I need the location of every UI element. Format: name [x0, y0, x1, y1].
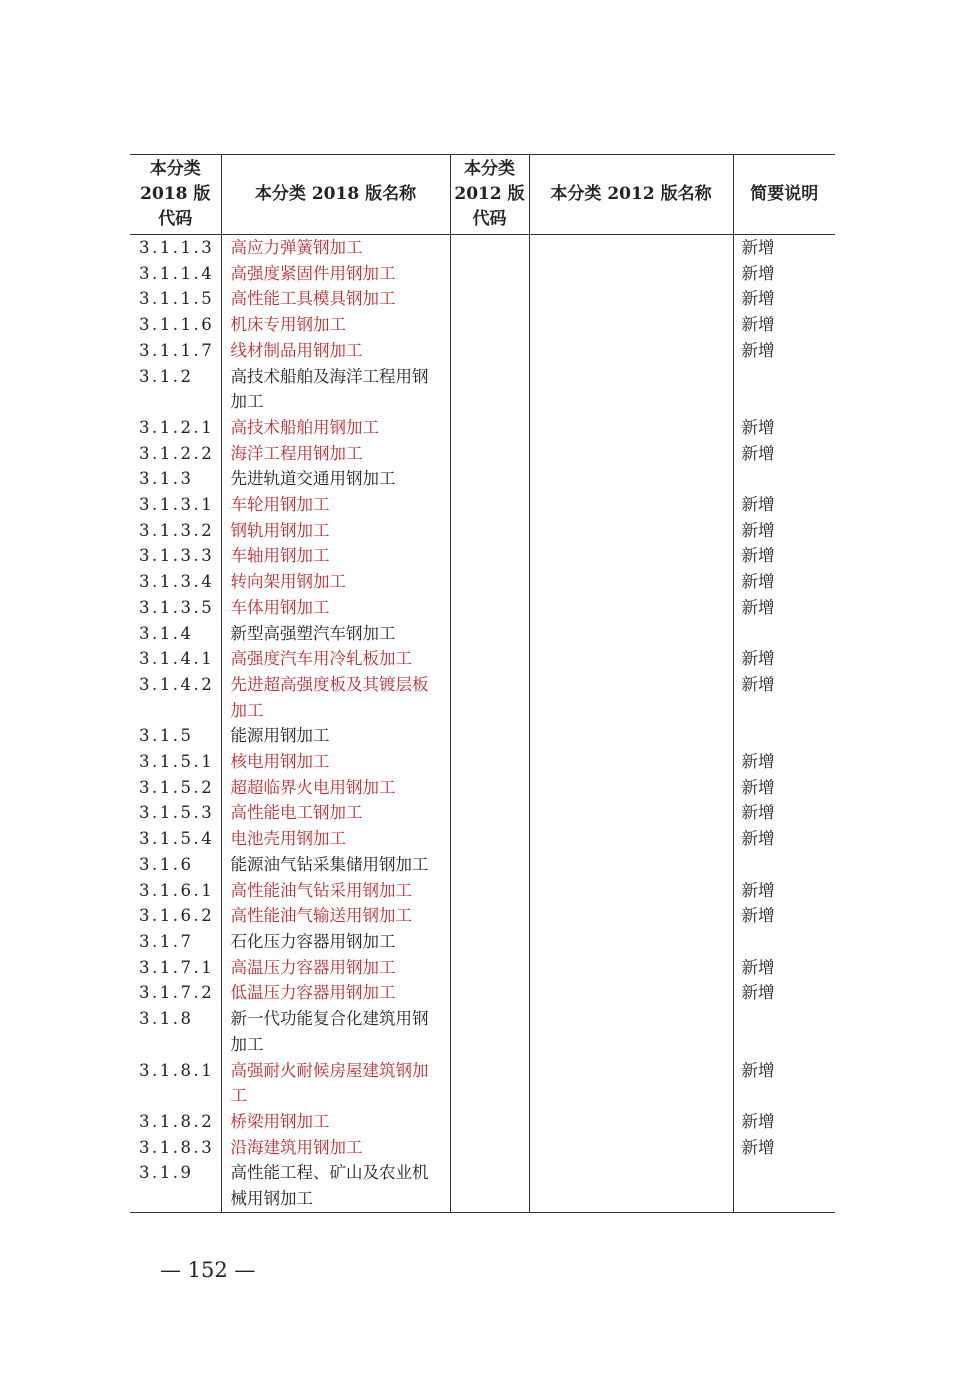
cell-note: 新增 [733, 312, 835, 338]
cell-name-2012 [529, 1058, 733, 1109]
cell-code-2018: 3.1.2 [139, 366, 194, 386]
cell-code-2018: 3.1.5.2 [139, 777, 215, 797]
cell-code-2012 [450, 312, 529, 338]
table-row [130, 415, 835, 441]
table-row [130, 595, 835, 621]
cell-note: 新增 [733, 518, 835, 544]
cell-name-2012 [529, 595, 733, 621]
cell-code-2012 [450, 543, 529, 569]
cell-note: 新增 [733, 235, 835, 261]
table-row [130, 723, 835, 749]
table-row [130, 826, 835, 852]
table-row [130, 441, 835, 467]
cell-code-2012 [450, 955, 529, 981]
cell-code-2012 [450, 595, 529, 621]
cell-code-2012 [450, 441, 529, 467]
header-name-2018: 本分类 2018 版名称 [221, 155, 450, 235]
cell-note: 新增 [733, 826, 835, 852]
cell-name-2018: 高强度汽车用冷轧板加工 [221, 646, 450, 672]
header-code-2018 [130, 155, 221, 235]
cell-name-2018: 车轮用钢加工 [221, 492, 450, 518]
cell-code-2018: 3.1.2.2 [139, 443, 215, 463]
cell-code-2018: 3.1.6 [139, 854, 194, 874]
cell-code-2012 [450, 338, 529, 364]
cell-name-2018: 高应力弹簧钢加工 [221, 235, 450, 261]
table-row [130, 672, 835, 723]
cell-code-2018: 3.1.3.5 [139, 597, 215, 617]
cell-note: 新增 [733, 672, 835, 723]
cell-code-2018: 3.1.7 [139, 931, 194, 951]
cell-note: 新增 [733, 441, 835, 467]
cell-name-2012 [529, 749, 733, 775]
cell-code-2012 [450, 980, 529, 1006]
table-row [130, 466, 835, 492]
table-row [130, 518, 835, 544]
cell-code-2012 [450, 852, 529, 878]
table-row [130, 338, 835, 364]
table-row [130, 1058, 835, 1109]
classification-table [130, 154, 835, 1213]
cell-name-2012 [529, 826, 733, 852]
table-row [130, 1135, 835, 1161]
cell-name-2012 [529, 955, 733, 981]
cell-name-2012 [529, 261, 733, 287]
table-row [130, 569, 835, 595]
cell-name-2012 [529, 852, 733, 878]
cell-code-2018: 3.1.1.5 [139, 289, 215, 309]
cell-name-2018: 低温压力容器用钢加工 [221, 980, 450, 1006]
cell-note: 新增 [733, 1135, 835, 1161]
cell-note: 新增 [733, 1058, 835, 1109]
cell-name-2012 [529, 723, 733, 749]
cell-code-2012 [450, 878, 529, 904]
cell-note: 新增 [733, 261, 835, 287]
cell-note: 新增 [733, 775, 835, 801]
cell-code-2012 [450, 826, 529, 852]
cell-code-2018: 3.1.7.2 [139, 983, 215, 1003]
table-row [130, 1006, 835, 1057]
cell-name-2012 [529, 466, 733, 492]
table-row [130, 646, 835, 672]
cell-note: 新增 [733, 800, 835, 826]
cell-code-2018: 3.1.1.7 [139, 340, 215, 360]
cell-name-2012 [529, 235, 733, 261]
cell-name-2012 [529, 441, 733, 467]
cell-name-2018: 转向架用钢加工 [221, 569, 450, 595]
cell-code-2012 [450, 1058, 529, 1109]
cell-note: 新增 [733, 955, 835, 981]
cell-name-2012 [529, 929, 733, 955]
cell-code-2012 [450, 621, 529, 647]
cell-code-2012 [450, 903, 529, 929]
cell-note [733, 621, 835, 647]
cell-code-2018: 3.1.3 [139, 469, 194, 489]
cell-name-2012 [529, 1160, 733, 1212]
cell-code-2018: 3.1.3.4 [139, 572, 215, 592]
table-row [130, 929, 835, 955]
cell-note: 新增 [733, 646, 835, 672]
cell-code-2018: 3.1.4 [139, 623, 194, 643]
cell-code-2018: 3.1.1.3 [139, 238, 215, 257]
cell-name-2012 [529, 1135, 733, 1161]
cell-code-2018: 3.1.3.3 [139, 546, 215, 566]
cell-name-2012 [529, 492, 733, 518]
cell-name-2018: 高性能油气钻采用钢加工 [221, 878, 450, 904]
cell-code-2012 [450, 929, 529, 955]
cell-code-2018: 3.1.2.1 [139, 417, 215, 437]
cell-code-2018: 3.1.8.2 [139, 1111, 215, 1131]
cell-code-2018: 3.1.5.1 [139, 752, 215, 772]
table-row [130, 1109, 835, 1135]
cell-code-2012 [450, 235, 529, 261]
cell-name-2012 [529, 775, 733, 801]
page-number: — 152 — [160, 1258, 256, 1282]
cell-name-2018: 电池壳用钢加工 [221, 826, 450, 852]
cell-name-2018: 新型高强塑汽车钢加工 [221, 621, 450, 647]
header-code-2018-line: 本分类 [149, 159, 201, 179]
cell-name-2018: 机床专用钢加工 [221, 312, 450, 338]
cell-code-2012 [450, 261, 529, 287]
cell-code-2018: 3.1.8 [139, 1009, 194, 1029]
cell-code-2018: 3.1.4.1 [139, 649, 215, 669]
cell-code-2018: 3.1.5.3 [139, 803, 215, 823]
cell-code-2012 [450, 492, 529, 518]
cell-name-2018: 能源油气钻采集储用钢加工 [221, 852, 450, 878]
table-row [130, 235, 835, 261]
cell-note [733, 929, 835, 955]
cell-note: 新增 [733, 749, 835, 775]
table-row [130, 980, 835, 1006]
cell-code-2012 [450, 466, 529, 492]
cell-code-2018: 3.1.1.6 [139, 315, 215, 335]
cell-name-2018: 先进轨道交通用钢加工 [221, 466, 450, 492]
header-note: 简要说明 [733, 155, 835, 235]
cell-code-2012 [450, 749, 529, 775]
cell-note: 新增 [733, 980, 835, 1006]
cell-name-2018: 高强度紧固件用钢加工 [221, 261, 450, 287]
header-code-2012-line: 代码 [472, 209, 507, 229]
table-row [130, 312, 835, 338]
cell-name-2018: 高性能电工钢加工 [221, 800, 450, 826]
cell-name-2012 [529, 1006, 733, 1057]
table-row [130, 955, 835, 981]
cell-name-2018: 高性能工程、矿山及农业机械用钢加工 [221, 1160, 450, 1212]
header-code-2012 [450, 155, 529, 235]
table-row [130, 621, 835, 647]
cell-code-2018: 3.1.1.4 [139, 263, 215, 283]
cell-code-2012 [450, 646, 529, 672]
cell-code-2018: 3.1.4.2 [139, 674, 215, 694]
cell-code-2012 [450, 1135, 529, 1161]
cell-code-2018: 3.1.8.1 [139, 1060, 215, 1080]
cell-note [733, 852, 835, 878]
cell-name-2018: 核电用钢加工 [221, 749, 450, 775]
cell-name-2018: 超超临界火电用钢加工 [221, 775, 450, 801]
cell-code-2018: 3.1.5.4 [139, 829, 215, 849]
cell-name-2012 [529, 338, 733, 364]
cell-code-2012 [450, 800, 529, 826]
cell-name-2012 [529, 415, 733, 441]
cell-name-2012 [529, 621, 733, 647]
cell-name-2018: 高技术船舶用钢加工 [221, 415, 450, 441]
table-body [130, 235, 835, 1213]
header-code-2012-line: 2012 版 [454, 184, 525, 204]
cell-code-2018: 3.1.9 [130, 1160, 221, 1212]
cell-code-2012 [450, 723, 529, 749]
cell-code-2018: 3.1.6.1 [139, 880, 215, 900]
cell-name-2018: 新一代功能复合化建筑用钢加工 [221, 1006, 450, 1057]
cell-name-2018: 高性能油气输送用钢加工 [221, 903, 450, 929]
cell-name-2018: 能源用钢加工 [221, 723, 450, 749]
table-row [130, 286, 835, 312]
table-row [130, 1160, 835, 1212]
cell-note: 新增 [733, 286, 835, 312]
table-row [130, 852, 835, 878]
table-row [130, 364, 835, 415]
cell-code-2012 [450, 569, 529, 595]
table-header-row [130, 155, 835, 235]
cell-note [733, 723, 835, 749]
cell-code-2018: 3.1.5 [139, 726, 194, 746]
cell-code-2018: 3.1.6.2 [139, 906, 215, 926]
cell-note [733, 1160, 835, 1212]
cell-name-2012 [529, 672, 733, 723]
cell-name-2018: 车体用钢加工 [221, 595, 450, 621]
cell-note [733, 466, 835, 492]
cell-note: 新增 [733, 338, 835, 364]
table-row [130, 492, 835, 518]
cell-name-2018: 高性能工具模具钢加工 [221, 286, 450, 312]
cell-note: 新增 [733, 595, 835, 621]
cell-name-2018: 海洋工程用钢加工 [221, 441, 450, 467]
cell-name-2018: 高强耐火耐候房屋建筑钢加工 [221, 1058, 450, 1109]
table-row [130, 749, 835, 775]
cell-code-2018: 3.1.3.2 [139, 520, 215, 540]
cell-code-2012 [450, 672, 529, 723]
cell-name-2012 [529, 903, 733, 929]
cell-note: 新增 [733, 903, 835, 929]
cell-name-2012 [529, 518, 733, 544]
cell-name-2012 [529, 286, 733, 312]
table-row [130, 261, 835, 287]
cell-name-2012 [529, 364, 733, 415]
cell-name-2012 [529, 543, 733, 569]
header-code-2018-line: 2018 版 [140, 184, 211, 204]
table-row [130, 903, 835, 929]
cell-code-2018: 3.1.8.3 [139, 1137, 215, 1157]
cell-name-2018: 高温压力容器用钢加工 [221, 955, 450, 981]
cell-note: 新增 [733, 569, 835, 595]
cell-name-2012 [529, 1109, 733, 1135]
header-name-2012: 本分类 2012 版名称 [529, 155, 733, 235]
cell-name-2018: 桥梁用钢加工 [221, 1109, 450, 1135]
table-row [130, 543, 835, 569]
cell-name-2012 [529, 646, 733, 672]
cell-code-2012 [450, 1006, 529, 1057]
cell-name-2018: 高技术船舶及海洋工程用钢加工 [221, 364, 450, 415]
cell-note: 新增 [733, 415, 835, 441]
cell-name-2012 [529, 800, 733, 826]
cell-code-2012 [450, 775, 529, 801]
header-code-2018-line: 代码 [158, 209, 193, 229]
cell-code-2012 [450, 364, 529, 415]
cell-code-2012 [450, 286, 529, 312]
cell-name-2018: 车轴用钢加工 [221, 543, 450, 569]
table-row [130, 878, 835, 904]
cell-note: 新增 [733, 1109, 835, 1135]
header-code-2012-line: 本分类 [464, 159, 515, 179]
cell-note [733, 364, 835, 415]
cell-code-2012 [450, 1109, 529, 1135]
cell-code-2012 [450, 1160, 529, 1212]
cell-name-2012 [529, 569, 733, 595]
cell-name-2012 [529, 878, 733, 904]
cell-code-2018: 3.1.7.1 [139, 957, 215, 977]
cell-note: 新增 [733, 543, 835, 569]
cell-note: 新增 [733, 492, 835, 518]
table-row [130, 775, 835, 801]
cell-name-2018: 先进超高强度板及其镀层板加工 [221, 672, 450, 723]
cell-code-2012 [450, 518, 529, 544]
cell-name-2012 [529, 980, 733, 1006]
cell-name-2018: 沿海建筑用钢加工 [221, 1135, 450, 1161]
cell-note [733, 1006, 835, 1057]
cell-name-2018: 线材制品用钢加工 [221, 338, 450, 364]
cell-note: 新增 [733, 878, 835, 904]
cell-name-2018: 石化压力容器用钢加工 [221, 929, 450, 955]
cell-code-2018: 3.1.3.1 [139, 495, 215, 515]
cell-name-2018: 钢轨用钢加工 [221, 518, 450, 544]
cell-name-2012 [529, 312, 733, 338]
table-row [130, 800, 835, 826]
cell-code-2012 [450, 415, 529, 441]
